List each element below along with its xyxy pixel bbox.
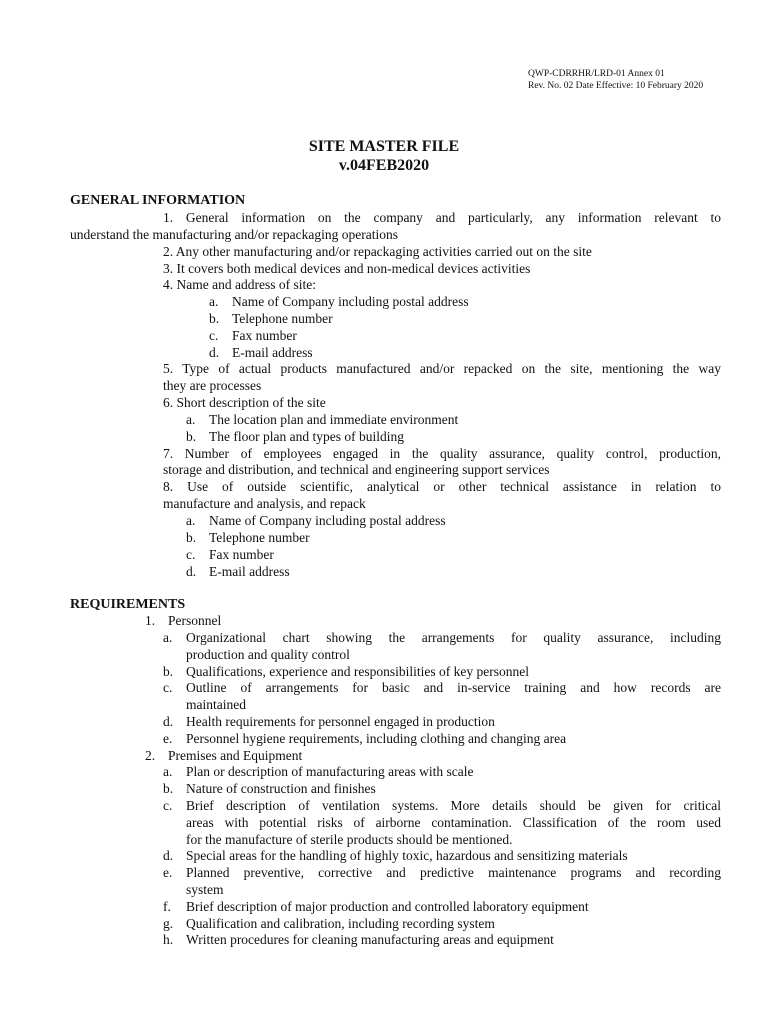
list-item: g. Qualification and calibration, including recording system bbox=[163, 916, 495, 931]
general-item-1-line-2: understand the manufacturing and/or repackaging operations bbox=[70, 227, 399, 242]
page-version: v.04FEB2020 bbox=[338, 157, 430, 174]
list-item-continuation: system bbox=[186, 882, 224, 897]
general-item-4: 4. Name and address of site: bbox=[163, 277, 316, 292]
list-item: c. Fax number bbox=[186, 547, 274, 562]
list-item: a. Organizational chart showing the arrangements for quality assurance, including bbox=[163, 630, 721, 645]
list-item-continuation: areas with potential risks of airborne contamination. Classification of the room used bbox=[186, 815, 721, 830]
list-item-continuation: maintained bbox=[186, 697, 246, 712]
list-item: c. Fax number bbox=[209, 328, 297, 343]
section-heading-general: GENERAL INFORMATION bbox=[70, 193, 246, 208]
list-item: b. Telephone number bbox=[209, 311, 333, 326]
list-item: d. E-mail address bbox=[209, 345, 313, 360]
list-item: d. E-mail address bbox=[186, 564, 290, 579]
general-item-3: 3. It covers both medical devices and non-medical devices activities bbox=[163, 261, 531, 276]
list-item: b. Telephone number bbox=[186, 530, 310, 545]
general-item-5-line-2: they are processes bbox=[163, 378, 262, 393]
requirement-premises: 2. Premises and Equipment bbox=[145, 748, 303, 763]
general-item-7-line-2: storage and distribution, and technical and engineering support services bbox=[163, 462, 550, 477]
list-item: d. Health requirements for personnel engaged in production bbox=[163, 714, 495, 729]
list-item: b. Nature of construction and finishes bbox=[163, 781, 376, 796]
revision-line: Rev. No. 02 Date Effective: 10 February 2020 bbox=[528, 81, 704, 91]
list-item: a. Plan or description of manufacturing areas with scale bbox=[163, 764, 474, 779]
list-item: f. Brief description of major production and controlled laboratory equipment bbox=[163, 899, 589, 914]
list-item: e. Planned preventive, corrective and predictive maintenance programs and recording bbox=[163, 865, 721, 880]
list-item: c. Outline of arrangements for basic and in-service training and how records are bbox=[163, 680, 721, 695]
document-code: QWP-CDRRHR/LRD-01 Annex 01 bbox=[528, 69, 665, 79]
list-item: a. The location plan and immediate environment bbox=[186, 412, 459, 427]
list-item: b. The floor plan and types of building bbox=[186, 429, 404, 444]
list-item: e. Personnel hygiene requirements, including clothing and changing area bbox=[163, 731, 567, 746]
general-item-8-line-2: manufacture and analysis, and repack bbox=[163, 496, 366, 511]
general-item-7-line-1: 7. Number of employees engaged in the quality assurance, quality control, production, bbox=[163, 446, 721, 461]
document-header bbox=[528, 68, 703, 92]
list-item-continuation: for the manufacture of sterile products should be mentioned. bbox=[186, 832, 513, 847]
list-item: b. Qualifications, experience and responsibilities of key personnel bbox=[163, 664, 530, 679]
page-title: SITE MASTER FILE bbox=[308, 138, 460, 155]
general-item-2: 2. Any other manufacturing and/or repackaging activities carried out on the site bbox=[163, 244, 592, 259]
general-item-1-line-1: 1. General information on the company and particularly, any information relevant to bbox=[163, 210, 721, 225]
section-heading-requirements: REQUIREMENTS bbox=[70, 597, 186, 612]
general-item-5-line-1: 5. Type of actual products manufactured and/or repacked on the site, mentioning the way bbox=[163, 361, 721, 376]
list-item: h. Written procedures for cleaning manufacturing areas and equipment bbox=[163, 932, 554, 947]
requirement-personnel: 1. Personnel bbox=[145, 613, 222, 628]
list-item: a. Name of Company including postal address bbox=[209, 294, 469, 309]
list-item-continuation: production and quality control bbox=[186, 647, 350, 662]
list-item: d. Special areas for the handling of highly toxic, hazardous and sensitizing materials bbox=[163, 848, 628, 863]
list-item: c. Brief description of ventilation systems. More details should be given for critical bbox=[163, 798, 721, 813]
general-item-6: 6. Short description of the site bbox=[163, 395, 326, 410]
general-item-8-line-1: 8. Use of outside scientific, analytical or other technical assistance in relation to bbox=[163, 479, 721, 494]
list-item: a. Name of Company including postal address bbox=[186, 513, 446, 528]
